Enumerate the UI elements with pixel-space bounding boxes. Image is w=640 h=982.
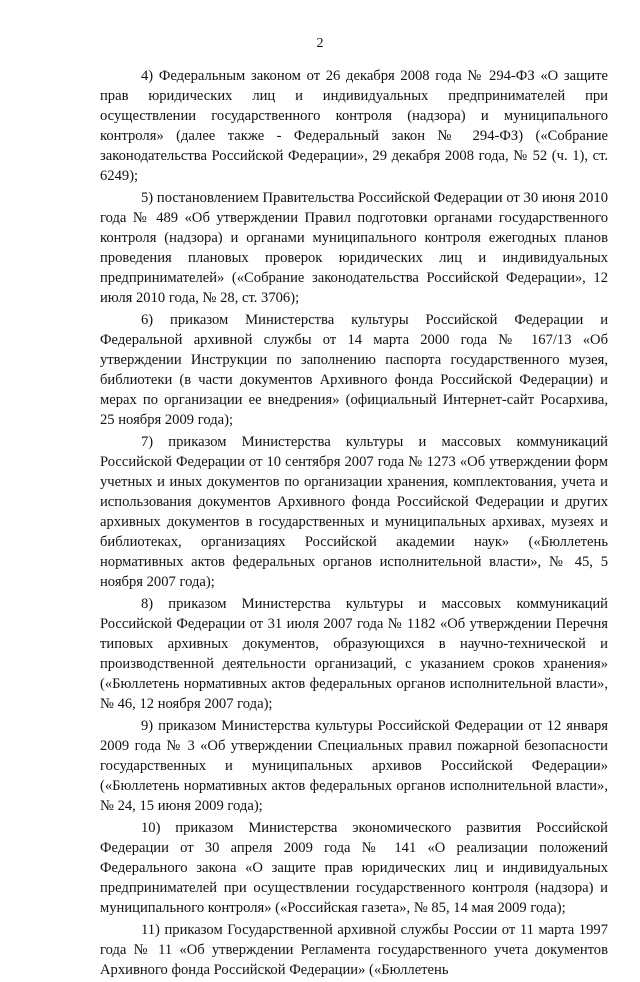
list-item-9: 9) приказом Министерства культуры Российской Федерации от 12 января 2009 года № 3 «Об утверждении Специальных правил пожарной безопасности государственных и муниципальных архивов Российской Федерации» («Бюллетень нормативных актов федеральных органов исполнительной власти», № 24, 15 июня 2009 года);: [100, 718, 608, 814]
list-item-5: 5) постановлением Правительства Российской Федерации от 30 июня 2010 года № 489 «Об утверждении Правил подготовки органами государственного контроля (надзора) и органами муниципального контроля ежегодных планов проведения плановых проверок юридических лиц и индивидуальных предпринимателей» («Собрание законодательства Российской Федерации», 12 июля 2010 года, № 28, ст. 3706);: [100, 190, 608, 306]
list-item-11: 11) приказом Государственной архивной службы России от 11 марта 1997 года № 11 «Об утверждении Регламента государственного учета документов Архивного фонда Российской Федерации» («Бюллетень: [100, 922, 608, 978]
document-body: [100, 66, 608, 982]
list-item-6: 6) приказом Министерства культуры Российской Федерации и Федеральной архивной службы от 14 марта 2000 года № 167/13 «Об утверждении Инструкции по заполнению паспорта государственного музея, библиотеки (в части документов Архивного фонда Российской Федерации) и мерах по организации ее внедрения» (официальный Интернет-сайт Росархива, 25 ноября 2009 года);: [100, 312, 608, 428]
list-item-4: 4) Федеральным законом от 26 декабря 2008 года № 294-ФЗ «О защите прав юридических лиц и индивидуальных предпринимателей при осуществлении государственного контроля (надзора) и муниципального контроля» (далее также - Федеральный закон № 294-ФЗ) («Собрание законодательства Российской Федерации», 29 декабря 2008 года, № 52 (ч. 1), ст. 6249);: [100, 68, 608, 184]
list-item-8: 8) приказом Министерства культуры и массовых коммуникаций Российской Федерации от 31 июля 2007 года № 1182 «Об утверждении Перечня типовых архивных документов, образующихся в научно-технической и производственной деятельности организаций, с указанием сроков хранения» («Бюллетень нормативных актов федеральных органов исполнительной власти», № 46, 12 ноября 2007 года);: [100, 596, 608, 712]
list-item-10: 10) приказом Министерства экономического развития Российской Федерации от 30 апреля 2009 года № 141 «О реализации положений Федерального закона «О защите прав юридических лиц и индивидуальных предпринимателей при осуществлении государственного контроля (надзора) и муниципального контроля» («Российская газета», № 85, 14 мая 2009 года);: [100, 820, 608, 916]
page-number: 2: [316, 36, 324, 51]
list-item-7: 7) приказом Министерства культуры и массовых коммуникаций Российской Федерации от 10 сентября 2007 года № 1273 «Об утверждении форм учетных и иных документов по организации хранения, комплектования, учета и использования документов Архивного фонда Российской Федерации и других архивных документов в государственных и муниципальных архивах, музеях и библиотеках, организациях Российской академии наук» («Бюллетень нормативных актов федеральных органов исполнительной власти», № 45, 5 ноября 2007 года);: [100, 434, 608, 590]
